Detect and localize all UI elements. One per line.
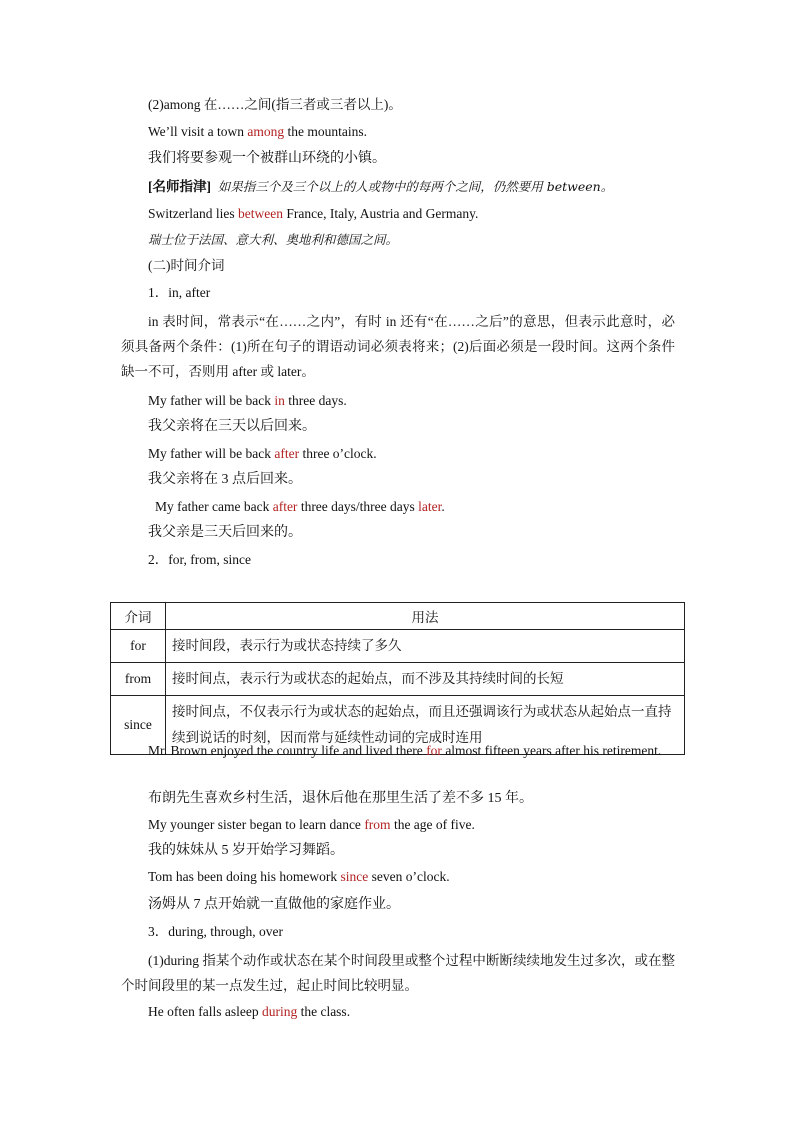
table-cell-usage: 接时间点，表示行为或状态的起始点，而不涉及其持续时间的长短 bbox=[166, 663, 685, 696]
keyword: during bbox=[261, 1004, 298, 1019]
among-example-zh: 我们将要参观一个被群山环绕的小镇。 bbox=[148, 151, 386, 166]
keyword: in bbox=[274, 393, 285, 408]
text-segment: the mountains. bbox=[284, 124, 368, 139]
table-cell-prep: from bbox=[111, 663, 166, 696]
among-heading: (2)among 在……之间(指三者或三者以上)。 bbox=[148, 97, 402, 112]
text-segment: Switzerland lies bbox=[148, 206, 238, 221]
text-segment: the age of five. bbox=[390, 817, 475, 832]
text-segment: three days/three days bbox=[297, 499, 419, 514]
example-after bbox=[148, 445, 377, 463]
table-cell-usage: 接时间点，不仅表示行为或状态的起始点，而且还强调该行为或状态从起始点一直持续到说话的时刻，因而常与延续性动词的完成时连用 bbox=[166, 696, 685, 755]
keyword: since bbox=[340, 869, 369, 884]
text-segment: the class. bbox=[297, 1004, 351, 1019]
keyword: later bbox=[418, 499, 442, 514]
example-after-zh: 我父亲将在 3 点后回来。 bbox=[148, 472, 302, 487]
text-segment: My father came back bbox=[155, 499, 273, 514]
keyword: between bbox=[237, 206, 283, 221]
during-paragraph: (1)during 指某个动作或状态在某个时间段里或整个过程中断断续续地发生过多次，或在整个时间段里的某一点发生过，起止时间比较明显。 bbox=[121, 953, 675, 993]
example-for bbox=[121, 738, 675, 763]
keyword: after bbox=[274, 446, 300, 461]
subsection-for-from-since: 2．for, from, since bbox=[148, 552, 251, 567]
keyword: among bbox=[247, 124, 285, 139]
table-cell-usage: 接时间段，表示行为或状态持续了多久 bbox=[166, 630, 685, 663]
text-segment: . bbox=[441, 499, 445, 514]
text-segment: three o’clock. bbox=[299, 446, 377, 461]
text-segment: France, Italy, Austria and Germany. bbox=[282, 206, 479, 221]
text-segment: My father will be back bbox=[148, 446, 275, 461]
section-title-time-prepositions: (二)时间介词 bbox=[148, 258, 225, 273]
text-segment: Mr. Brown enjoyed the country life and lived there bbox=[148, 743, 427, 758]
example-from-zh: 我的妹妹从 5 岁开始学习舞蹈。 bbox=[148, 843, 344, 858]
teacher-note bbox=[148, 178, 613, 196]
text-segment: almost fifteen years after his retirement. bbox=[441, 743, 662, 758]
table-row bbox=[111, 663, 685, 696]
note-tag: [名师指津] bbox=[148, 179, 211, 194]
table-header: 介词 bbox=[111, 603, 166, 630]
text-segment: three days. bbox=[284, 393, 347, 408]
text-segment: We’ll visit a town bbox=[148, 124, 248, 139]
example-since bbox=[148, 868, 450, 886]
note-text: 如果指三个及三个以上的人或物中的每两个之间，仍然要用 between。 bbox=[217, 179, 614, 194]
text-segment: My father will be back bbox=[148, 393, 275, 408]
text-segment: seven o’clock. bbox=[368, 869, 450, 884]
table-header-row bbox=[111, 603, 685, 630]
example-from bbox=[148, 816, 475, 834]
example-in-zh: 我父亲将在三天以后回来。 bbox=[148, 419, 316, 434]
subsection-during-through-over: 3．during, through, over bbox=[148, 924, 283, 939]
example-since-zh: 汤姆从 7 点开始就一直做他的家庭作业。 bbox=[148, 897, 400, 912]
table-cell-prep: for bbox=[111, 630, 166, 663]
text-segment: My younger sister began to learn dance bbox=[148, 817, 365, 832]
text-segment: He often falls asleep bbox=[148, 1004, 262, 1019]
example-during bbox=[148, 1003, 350, 1021]
table-row bbox=[111, 630, 685, 663]
example-in bbox=[148, 392, 347, 410]
keyword: for bbox=[426, 743, 442, 758]
example-for-zh: 布朗先生喜欢乡村生活，退休后他在那里生活了差不多 15 年。 bbox=[148, 791, 533, 806]
note-example-en bbox=[148, 205, 478, 223]
subsection-in-after: 1．in, after bbox=[148, 285, 211, 300]
among-example-en bbox=[148, 123, 367, 141]
in-after-paragraph: in 表时间，常表示“在……之内”，有时 in 还有“在……之后”的意思，但表示此意时，必须具备两个条件：(1)所在句子的谓语动词必须表将来；(2)后面必须是一段时间。这两个条件缺一不可，否则用 after 或 later。 bbox=[121, 314, 675, 379]
table-cell-prep: since bbox=[111, 696, 166, 755]
keyword: from bbox=[364, 817, 391, 832]
table-header: 用法 bbox=[166, 603, 685, 630]
prepositions-table bbox=[110, 602, 685, 755]
example-after-later-zh: 我父亲是三天后回来的。 bbox=[148, 525, 302, 540]
text-segment: Tom has been doing his homework bbox=[148, 869, 341, 884]
note-example-zh: 瑞士位于法国、意大利、奥地利和德国之间。 bbox=[148, 232, 399, 247]
keyword: after bbox=[272, 499, 298, 514]
example-after-later bbox=[155, 498, 445, 516]
